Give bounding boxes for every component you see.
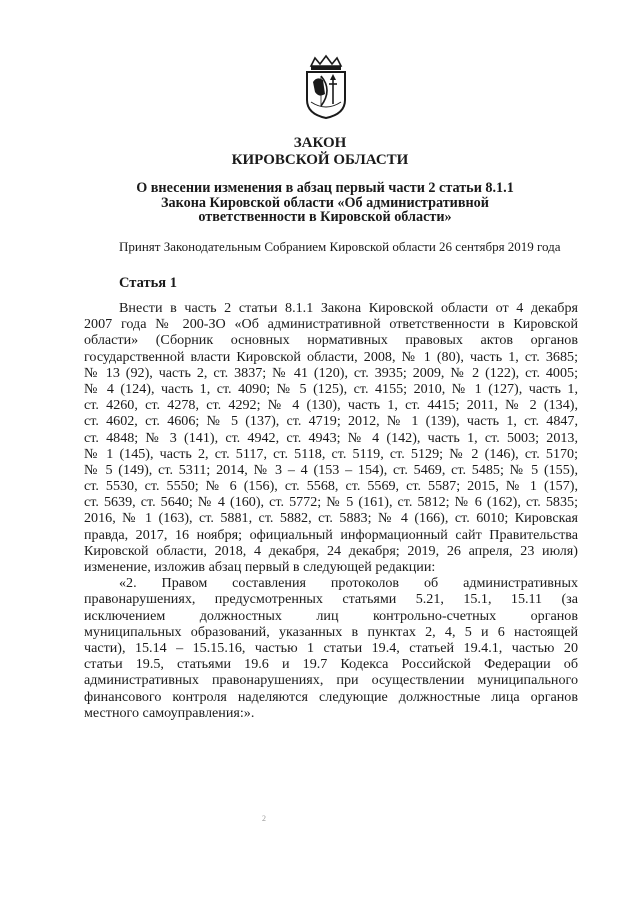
- body-line: № 1 (145), часть 2, ст. 5117, ст. 5118, ст. 5119, ст. 5129; № 2 (146), ст. 5170;: [84, 445, 578, 462]
- adoption-note: Принят Законодательным Собранием Кировской области 26 сентября 2019 года: [119, 239, 561, 254]
- body-line: 2016, № 1 (163), ст. 5881, ст. 5882, ст. 5883; № 4 (166), ст. 6010; Кировская: [84, 510, 578, 527]
- body-line: исключением должностных лиц контрольно-счетных органов: [84, 607, 578, 624]
- body-line: Внести в часть 2 статьи 8.1.1 Закона Кировской области от 4 декабря: [119, 300, 578, 316]
- subtitle-line: Закона Кировской области «Об административной: [161, 194, 489, 211]
- body-line: «2. Правом составления протоколов об административных: [119, 575, 578, 592]
- article-heading: Статья 1: [119, 275, 177, 291]
- body-line: муниципальных образований, указанных в пунктах 2, 4, 5 и 6 настоящей: [84, 623, 578, 640]
- body-line: финансового контроля наделяются следующие должностные лица органов: [84, 688, 578, 705]
- body-line: государственной власти Кировской области, 2008, № 1 (80), часть 1, ст. 3685;: [84, 348, 578, 365]
- body-line: изменение, изложив абзац первый в следующей редакции:: [84, 559, 436, 575]
- body-line: ст. 4848; № 3 (141), ст. 4942, ст. 4943; № 4 (142), часть 1, ст. 5003; 2013,: [84, 429, 578, 446]
- body-line: ст. 5639, ст. 5640; № 4 (160), ст. 5772; № 5 (161), ст. 5812; № 6 (162), ст. 5835;: [84, 494, 578, 511]
- body-line: ст. 5530, ст. 5550; № 6 (156), ст. 5568, ст. 5569, ст. 5587; 2015, № 1 (157),: [84, 478, 578, 495]
- body-line: ст. 4260, ст. 4278, ст. 4292; № 4 (130), часть 1, ст. 4415; 2011, № 2 (134),: [84, 397, 578, 414]
- law-region-title: КИРОВСКОЙ ОБЛАСТИ: [231, 152, 409, 168]
- body-line: правонарушениях, предусмотренных статьями 5.21, 15.1, 15.11 (за: [84, 591, 578, 608]
- body-line: Кировской области, 2018, 4 декабря, 24 декабря; 2019, 26 апреля, 23 июля): [84, 542, 578, 559]
- body-line: № 5 (149), ст. 5311; 2014, № 3 – 4 (153 – 154), ст. 5469, ст. 5485; № 5 (155),: [84, 461, 578, 478]
- body-line: 2007 года № 200-ЗО «Об административной ответственности в Кировской: [84, 316, 578, 333]
- article-body: [84, 300, 578, 721]
- body-line: № 4 (124), часть 1, ст. 4090; № 5 (125), ст. 4155; 2010, № 1 (127), часть 1,: [84, 380, 578, 397]
- body-line: части), 15.14 – 15.15.16, частью 1 статьи 19.4, статьей 19.4.1, частью 20: [84, 639, 578, 656]
- page-mark: 2: [262, 814, 266, 823]
- body-line: статьи 19.5, статьями 19.6 и 19.7 Кодекса Российской Федерации об: [84, 656, 578, 673]
- body-line: местного самоуправления:».: [84, 704, 255, 721]
- body-line: ст. 4602, ст. 4606; № 5 (137), ст. 4719; 2012, № 1 (139), часть 1, ст. 4847,: [84, 413, 578, 430]
- subtitle-line: О внесении изменения в абзац первый части 2 статьи 8.1.1: [136, 180, 514, 196]
- body-line: № 13 (92), часть 2, ст. 3837; № 41 (120), ст. 3935; 2009, № 2 (122), ст. 4005;: [84, 364, 578, 381]
- body-line: области» (Сборник основных нормативных правовых актов органов: [84, 332, 578, 349]
- law-subtitle: [100, 181, 550, 225]
- law-title: ЗАКОН: [293, 135, 347, 151]
- body-line: административных правонарушениях, при осуществлении муниципального: [84, 672, 578, 689]
- body-line: правда, 2017, 16 ноября; официальный информационный сайт Правительства: [84, 526, 578, 543]
- kirov-coat-of-arms-icon: [303, 54, 349, 120]
- subtitle-line: ответственности в Кировской области»: [198, 209, 452, 225]
